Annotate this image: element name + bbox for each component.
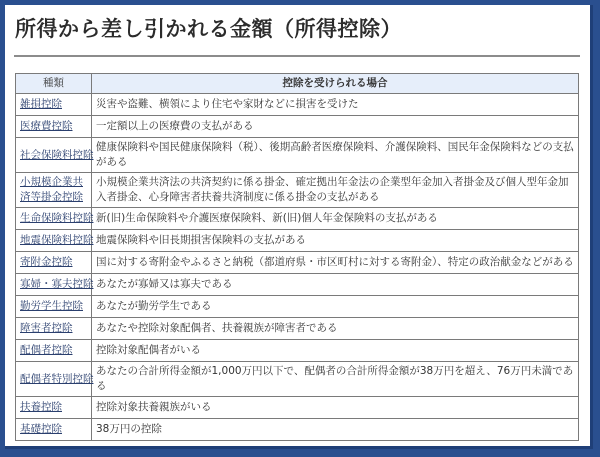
- deduction-condition: 地震保険料や旧長期損害保険料の支払がある: [92, 230, 579, 252]
- table-row: [16, 419, 579, 441]
- deduction-link-zasson[interactable]: 雑損控除: [20, 98, 62, 110]
- table-header-row: [16, 74, 579, 94]
- table-row: [16, 397, 579, 419]
- deduction-link-basic[interactable]: 基礎控除: [20, 423, 62, 435]
- table-row: [16, 252, 579, 274]
- column-header-condition: 控除を受けられる場合: [92, 74, 579, 94]
- table-row: [16, 340, 579, 362]
- table-row: [16, 94, 579, 116]
- table-row: [16, 318, 579, 340]
- table-row: [16, 274, 579, 296]
- deduction-link-medical[interactable]: 医療費控除: [20, 120, 73, 132]
- table-row: [16, 230, 579, 252]
- deduction-condition: 38万円の控除: [92, 419, 579, 441]
- deduction-link-life-insurance[interactable]: 生命保険料控除: [20, 212, 94, 224]
- deduction-condition: 国に対する寄附金やふるさと納税（都道府県・市区町村に対する寄附金）、特定の政治献金などがある: [92, 252, 579, 274]
- table-row: [16, 362, 579, 397]
- page-title: 所得から差し引かれる金額（所得控除）: [15, 17, 402, 41]
- deduction-condition: 災害や盗難、横領により住宅や家財などに損害を受けた: [92, 94, 579, 116]
- deduction-link-small-business-mutual-aid[interactable]: 小規模企業共済等掛金控除: [20, 176, 83, 203]
- deduction-condition: あなたが勤労学生である: [92, 296, 579, 318]
- deduction-link-widow[interactable]: 寡婦・寡夫控除: [20, 278, 94, 290]
- deduction-link-working-student[interactable]: 勤労学生控除: [20, 300, 83, 312]
- deduction-condition: あなたの合計所得金額が1,000万円以下で、配偶者の合計所得金額が38万円を超え、76万円未満である: [92, 362, 579, 397]
- deduction-link-donation[interactable]: 寄附金控除: [20, 256, 73, 268]
- deduction-link-spouse-special[interactable]: 配偶者特別控除: [20, 372, 94, 385]
- deduction-condition: 控除対象配偶者がいる: [92, 340, 579, 362]
- table-row: [16, 116, 579, 138]
- deduction-condition: 健康保険料や国民健康保険料（税）、後期高齢者医療保険料、介護保険料、国民年金保険料などの支払がある: [92, 138, 579, 173]
- deduction-condition: 小規模企業共済法の共済契約に係る掛金、確定拠出年金法の企業型年金加入者掛金及び個人型年金加入者掛金、心身障害者扶養共済制度に係る掛金の支払がある: [92, 173, 579, 208]
- deduction-condition: 新(旧)生命保険料や介護医療保険料、新(旧)個人年金保険料の支払がある: [92, 208, 579, 230]
- column-header-type: 種類: [16, 74, 92, 94]
- table-row: [16, 296, 579, 318]
- title-divider: [14, 55, 580, 57]
- table-row: [16, 208, 579, 230]
- table-row: [16, 173, 579, 208]
- deduction-table: [15, 73, 579, 441]
- table-row: [16, 138, 579, 173]
- content-frame: [5, 5, 593, 449]
- deduction-condition: 一定額以上の医療費の支払がある: [92, 116, 579, 138]
- deduction-link-dependent[interactable]: 扶養控除: [20, 401, 62, 413]
- deduction-link-social-insurance[interactable]: 社会保険料控除: [20, 148, 94, 161]
- deduction-link-earthquake-insurance[interactable]: 地震保険料控除: [20, 234, 94, 246]
- deduction-link-disability[interactable]: 障害者控除: [20, 322, 73, 334]
- deduction-link-spouse[interactable]: 配偶者控除: [20, 344, 73, 356]
- deduction-condition: あなたが寡婦又は寡夫である: [92, 274, 579, 296]
- deduction-condition: あなたや控除対象配偶者、扶養親族が障害者である: [92, 318, 579, 340]
- deduction-condition: 控除対象扶養親族がいる: [92, 397, 579, 419]
